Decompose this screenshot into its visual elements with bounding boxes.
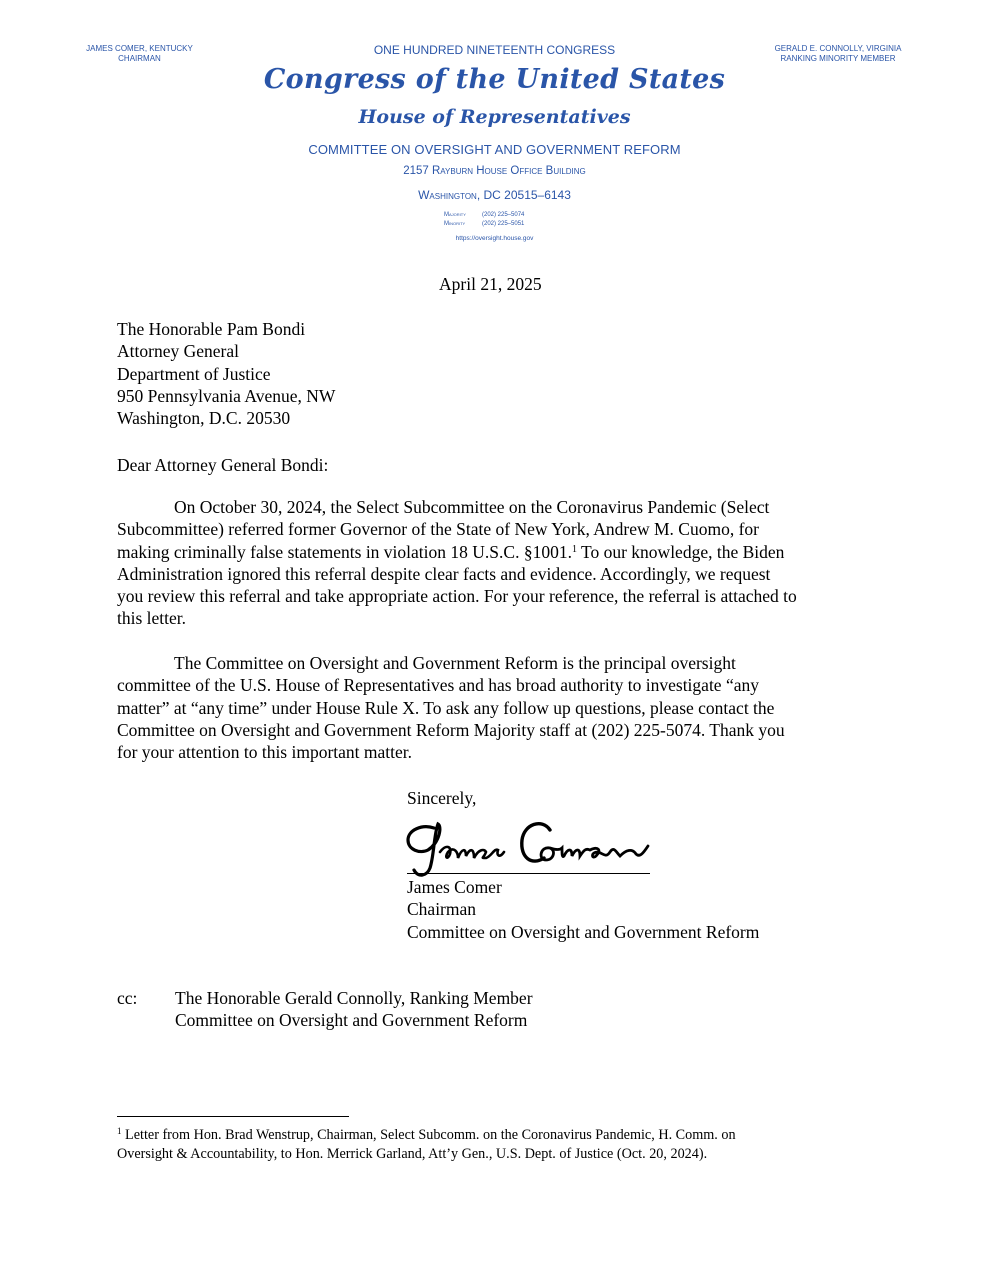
body-paragraph-1 — [117, 496, 877, 630]
paragraph-line: The Committee on Oversight and Government Reform is the principal oversight — [174, 653, 736, 673]
paragraph-line: matter” at “any time” under House Rule X. To ask any follow up questions, please contact the — [117, 697, 775, 718]
phone-numbers — [444, 211, 524, 229]
cc-line: The Honorable Gerald Connolly, Ranking Member — [175, 988, 533, 1008]
ranking-member-name: GERALD E. CONNOLLY, VIRGINIA — [774, 44, 902, 53]
majority-label: Majority — [444, 212, 466, 218]
building-address: 2157 Rayburn House Office Building — [403, 165, 586, 177]
recipient-line: Department of Justice — [117, 363, 271, 384]
minority-label: Minority — [444, 221, 466, 227]
closing: Sincerely, — [407, 788, 477, 808]
paragraph-line: you review this referral and take appropriate action. For your reference, the referral is attached to — [117, 586, 797, 607]
footnote-line — [117, 1126, 736, 1145]
paragraph-line: On October 30, 2024, the Select Subcommittee on the Coronavirus Pandemic (Select — [174, 497, 770, 517]
footnote-marker: 1 — [117, 1126, 122, 1136]
majority-phone: (202) 225–5074 — [482, 212, 525, 218]
ranking-member-block — [770, 44, 906, 64]
cc-recipients — [175, 987, 533, 1032]
committee-name: COMMITTEE ON OVERSIGHT AND GOVERNMENT REFORM — [308, 142, 681, 157]
cc-line: Committee on Oversight and Government Reform — [175, 1010, 528, 1031]
chairman-name: JAMES COMER, KENTUCKY — [86, 44, 193, 53]
city-address: Washington, DC 20515–6143 — [418, 188, 571, 202]
chairman-title: CHAIRMAN — [118, 54, 161, 63]
congress-number: ONE HUNDRED NINETEENTH CONGRESS — [373, 43, 616, 57]
footnote-line: Oversight & Accountability, to Hon. Merrick Garland, Att’y Gen., U.S. Dept. of Justice (Oct. 20, 2024). — [117, 1146, 708, 1162]
recipient-line: 950 Pennsylvania Avenue, NW — [117, 385, 336, 406]
minority-phone: (202) 225–5051 — [482, 221, 525, 227]
signer-committee: Committee on Oversight and Government Reform — [407, 921, 760, 942]
congress-title: Congress of the United States — [263, 64, 726, 95]
footnote-separator — [117, 1116, 349, 1117]
paragraph-line: committee of the U.S. House of Representatives and has broad authority to investigate “any — [117, 675, 759, 696]
paragraph-line: Administration ignored this referral despite clear facts and evidence. Accordingly, we request — [117, 563, 771, 584]
paragraph-line: this letter. — [117, 608, 187, 629]
ranking-member-title: RANKING MINORITY MEMBER — [780, 54, 896, 63]
footnote-reference[interactable]: 1 — [571, 543, 577, 555]
cc-label: cc: — [117, 988, 138, 1008]
paragraph-line: for your attention to this important matter. — [117, 742, 413, 763]
recipient-line: Attorney General — [117, 341, 239, 362]
recipient-line: The Honorable Pam Bondi — [117, 319, 306, 339]
salutation: Dear Attorney General Bondi: — [117, 455, 329, 475]
letter-date: April 21, 2025 — [439, 274, 542, 294]
footnote-text: Letter from Hon. Brad Wenstrup, Chairman, Select Subcomm. on the Coronavirus Pandemic, H. Comm. on — [121, 1127, 736, 1143]
website-link[interactable]: https://oversight.house.gov — [455, 235, 534, 242]
paragraph-line: Committee on Oversight and Government Reform Majority staff at (202) 225-5074. Thank you — [117, 719, 785, 740]
signer-block — [407, 876, 759, 943]
recipient-line: Washington, D.C. 20530 — [117, 408, 291, 429]
paragraph-text: To our knowledge, the Biden — [576, 541, 785, 562]
paragraph-line: Subcommittee) referred former Governor of the State of New York, Andrew M. Cuomo, for — [117, 519, 759, 540]
signer-name: James Comer — [407, 877, 502, 897]
footnote — [117, 1126, 736, 1164]
recipient-address — [117, 318, 335, 429]
paragraph-text: making criminally false statements in violation 18 U.S.C. §1001. — [117, 541, 572, 562]
paragraph-line — [117, 541, 877, 563]
body-paragraph-2 — [117, 652, 877, 763]
signer-title: Chairman — [407, 899, 477, 920]
signature-line — [407, 873, 650, 874]
house-title: House of Representatives — [358, 106, 631, 128]
